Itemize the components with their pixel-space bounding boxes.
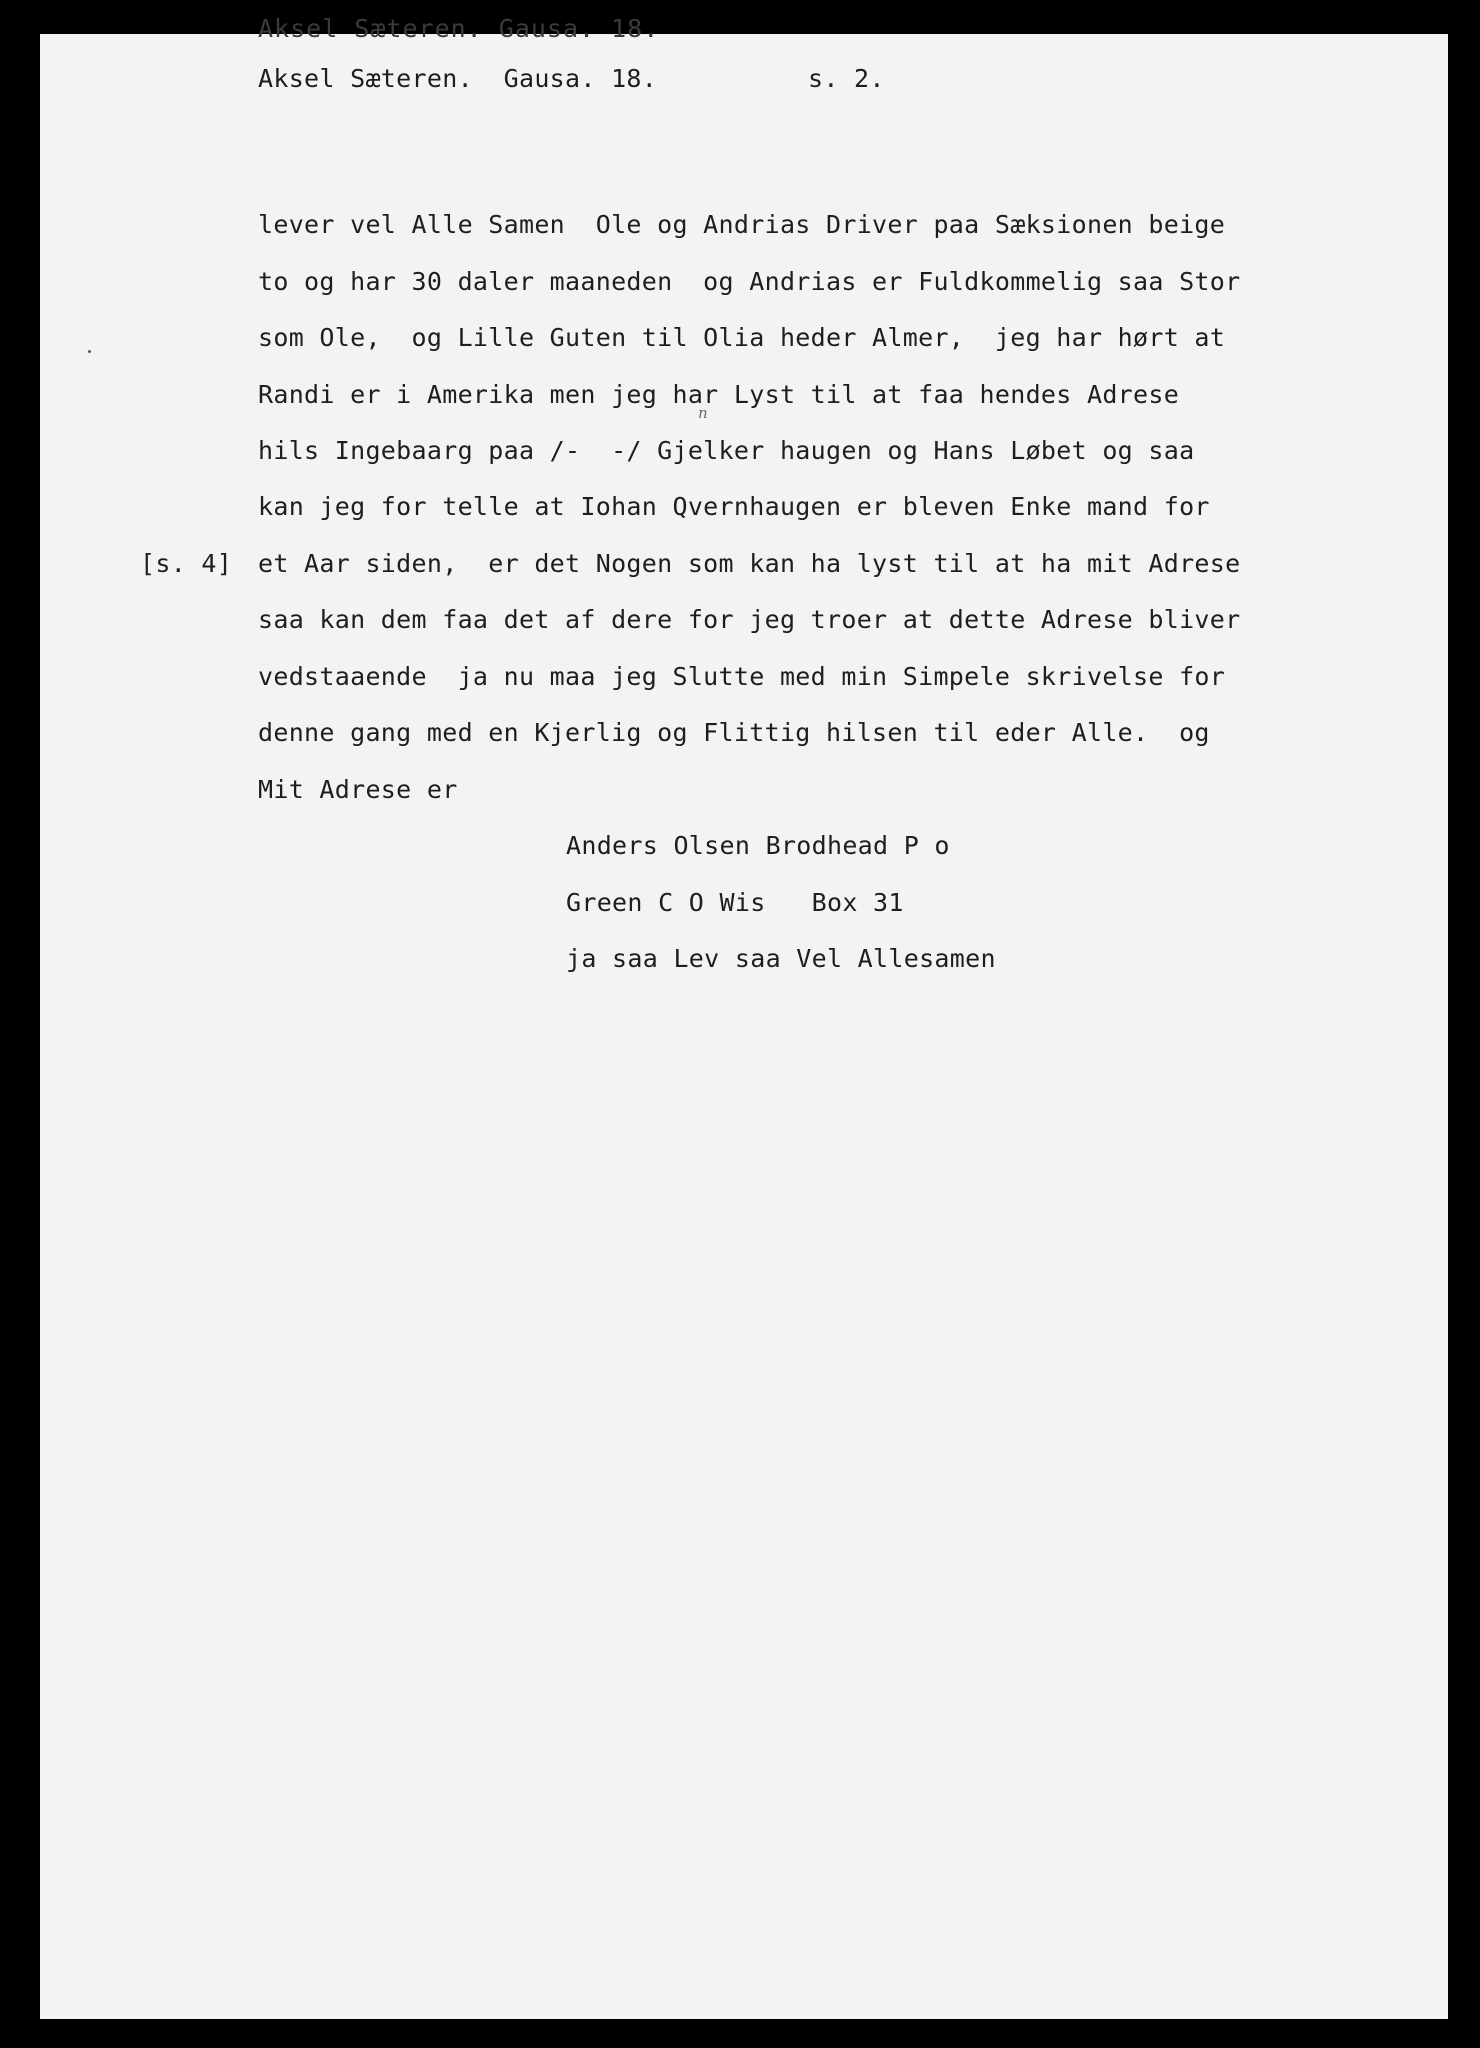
body-line: denne gang med en Kjerlig og Flittig hilsen til eder Alle. og: [258, 718, 1210, 747]
cutoff-previous-header: [40, 14, 1448, 43]
body-line: vedstaaende ja nu maa jeg Slutte med min Simpele skrivelse for: [258, 662, 1226, 691]
margin-page-note: [s. 4]: [140, 549, 233, 578]
body-line: lever vel Alle Samen Ole og Andrias Driver paa Sæksionen beige: [258, 210, 1226, 239]
page-number: s. 2.: [808, 64, 885, 93]
address-line: Anders Olsen Brodhead P o: [566, 831, 950, 860]
address-line: Green C O Wis Box 31: [566, 888, 904, 917]
body-line: Randi er i Amerika men jeg har Lyst til at faa hendes Adrese: [258, 380, 1180, 409]
body-line: Mit Adrese er: [258, 775, 458, 804]
body-line: to og har 30 daler maaneden og Andrias er Fuldkommelig saa Stor: [258, 267, 1241, 296]
body-line: som Ole, og Lille Guten til Olia heder Almer, jeg har hørt at: [258, 323, 1226, 352]
closing-line: ja saa Lev saa Vel Allesamen: [566, 944, 996, 973]
cutoff-text: Aksel Sæteren. Gausa. 18.: [258, 14, 660, 43]
scan-mark: [88, 350, 91, 353]
body-line: saa kan dem faa det af dere for jeg troer at dette Adrese bliver: [258, 605, 1241, 634]
document-header: Aksel Sæteren. Gausa. 18.: [258, 64, 658, 93]
document-page: [40, 14, 1448, 2019]
body-line: et Aar siden, er det Nogen som kan ha lyst til at ha mit Adrese: [258, 549, 1241, 578]
body-line: kan jeg for telle at Iohan Qvernhaugen er bleven Enke mand for: [258, 492, 1210, 521]
handwritten-annotation: n: [698, 404, 708, 422]
body-line: hils Ingebaarg paa /- -/ Gjelker haugen og Hans Løbet og saa: [258, 436, 1195, 465]
